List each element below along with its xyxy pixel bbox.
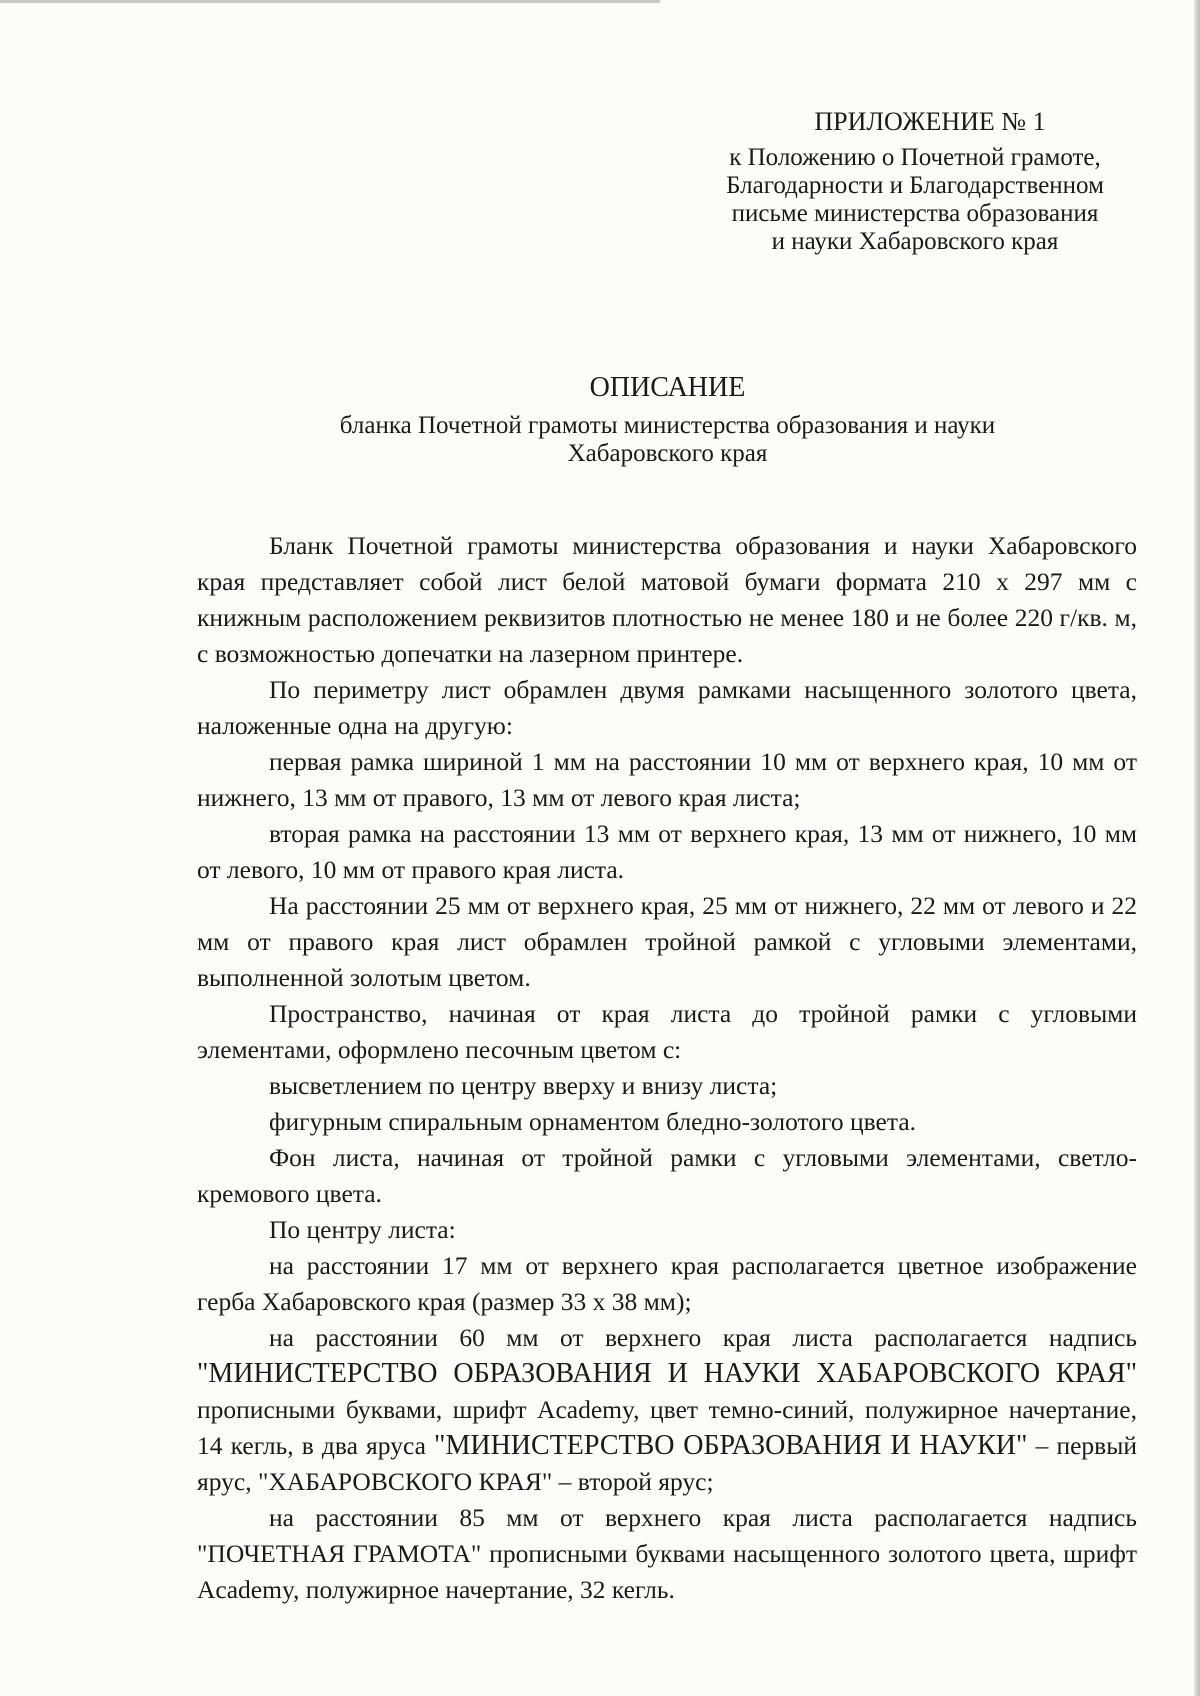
- appendix-line: к Положению о Почетной грамоте,: [729, 144, 1101, 171]
- heading-subtitle-line1: бланка Почетной грамоты министерства образования и науки: [339, 412, 996, 439]
- body-paragraph: По центру листа:: [269, 1215, 456, 1244]
- heading-subtitle-line2: Хабаровского края: [567, 440, 768, 467]
- document-body: [197, 528, 1137, 1608]
- scan-edge-top: [0, 0, 660, 3]
- appendix-title: ПРИЛОЖЕНИЕ № 1: [814, 107, 1046, 136]
- appendix-line: и науки Хабаровского края: [771, 228, 1059, 255]
- body-paragraph: на расстоянии 85 мм от верхнего края листа располагается надпись "ПОЧЕТНАЯ ГРАМОТА" прописными буквами насыщенного золотого цвета, шрифт Academy, полужирное начертание, 32 кегль.: [197, 1503, 1137, 1604]
- body-paragraph: вторая рамка на расстоянии 13 мм от верхнего края, 13 мм от нижнего, 10 мм от левого, 10 мм от правого края листа.: [197, 819, 1137, 884]
- body-paragraph: Бланк Почетной грамоты министерства образования и науки Хабаровского края представляет собой лист белой матовой бумаги формата 210 х 297 мм с книжным расположением реквизитов плотностью не менее 180 и не более 220 г/кв. м, с возможностью допечатки на лазерном принтере.: [197, 531, 1137, 668]
- appendix-block: [690, 108, 1140, 256]
- body-paragraph: По периметру лист обрамлен двумя рамками насыщенного золотого цвета, наложенные одна на другую:: [197, 675, 1137, 740]
- body-paragraph: высветлением по центру вверху и внизу листа;: [269, 1071, 778, 1100]
- document-heading: [200, 372, 1135, 468]
- caps-inscription: "МИНИСТЕРСТВО ОБРАЗОВАНИЯ И НАУКИ": [434, 1430, 1028, 1461]
- body-paragraph: Фон листа, начиная от тройной рамки с угловыми элементами, светло-кремового цвета.: [197, 1143, 1137, 1208]
- text-run: – первый ярус, "ХАБАРОВСКОГО КРАЯ" – второй ярус;: [197, 1431, 1137, 1496]
- appendix-line: Благодарности и Благодарственном: [726, 172, 1104, 199]
- body-paragraph: фигурным спиральным орнаментом бледно-золотого цвета.: [269, 1107, 917, 1136]
- text-run: прописными буквами, шрифт Academy, цвет темно-синий, полужирное начертание, 14 кегль, в два яруса: [197, 1395, 1137, 1460]
- scan-edge-right: [1194, 0, 1200, 1696]
- body-paragraph: На расстоянии 25 мм от верхнего края, 25 мм от нижнего, 22 мм от левого и 22 мм от правого края лист обрамлен тройной рамкой с угловыми элементами, выполненной золотым цветом.: [197, 891, 1137, 992]
- appendix-line: письме министерства образования: [731, 200, 1099, 227]
- caps-inscription: "МИНИСТЕРСТВО ОБРАЗОВАНИЯ И НАУКИ ХАБАРОВСКОГО КРАЯ": [197, 1358, 1137, 1389]
- body-paragraph: первая рамка шириной 1 мм на расстоянии 10 мм от верхнего края, 10 мм от нижнего, 13 мм от правого, 13 мм от левого края листа;: [197, 747, 1137, 812]
- body-paragraph: на расстоянии 17 мм от верхнего края располагается цветное изображение герба Хабаровского края (размер 33 х 38 мм);: [197, 1251, 1137, 1316]
- body-paragraph: Пространство, начиная от края листа до тройной рамки с угловыми элементами, оформлено песочным цветом с:: [197, 999, 1137, 1064]
- text-run: на расстоянии 60 мм от верхнего края листа располагается надпись: [269, 1323, 1137, 1352]
- heading-title: ОПИСАНИЕ: [589, 372, 746, 403]
- body-paragraph-ministry-inscription: [197, 1320, 1137, 1500]
